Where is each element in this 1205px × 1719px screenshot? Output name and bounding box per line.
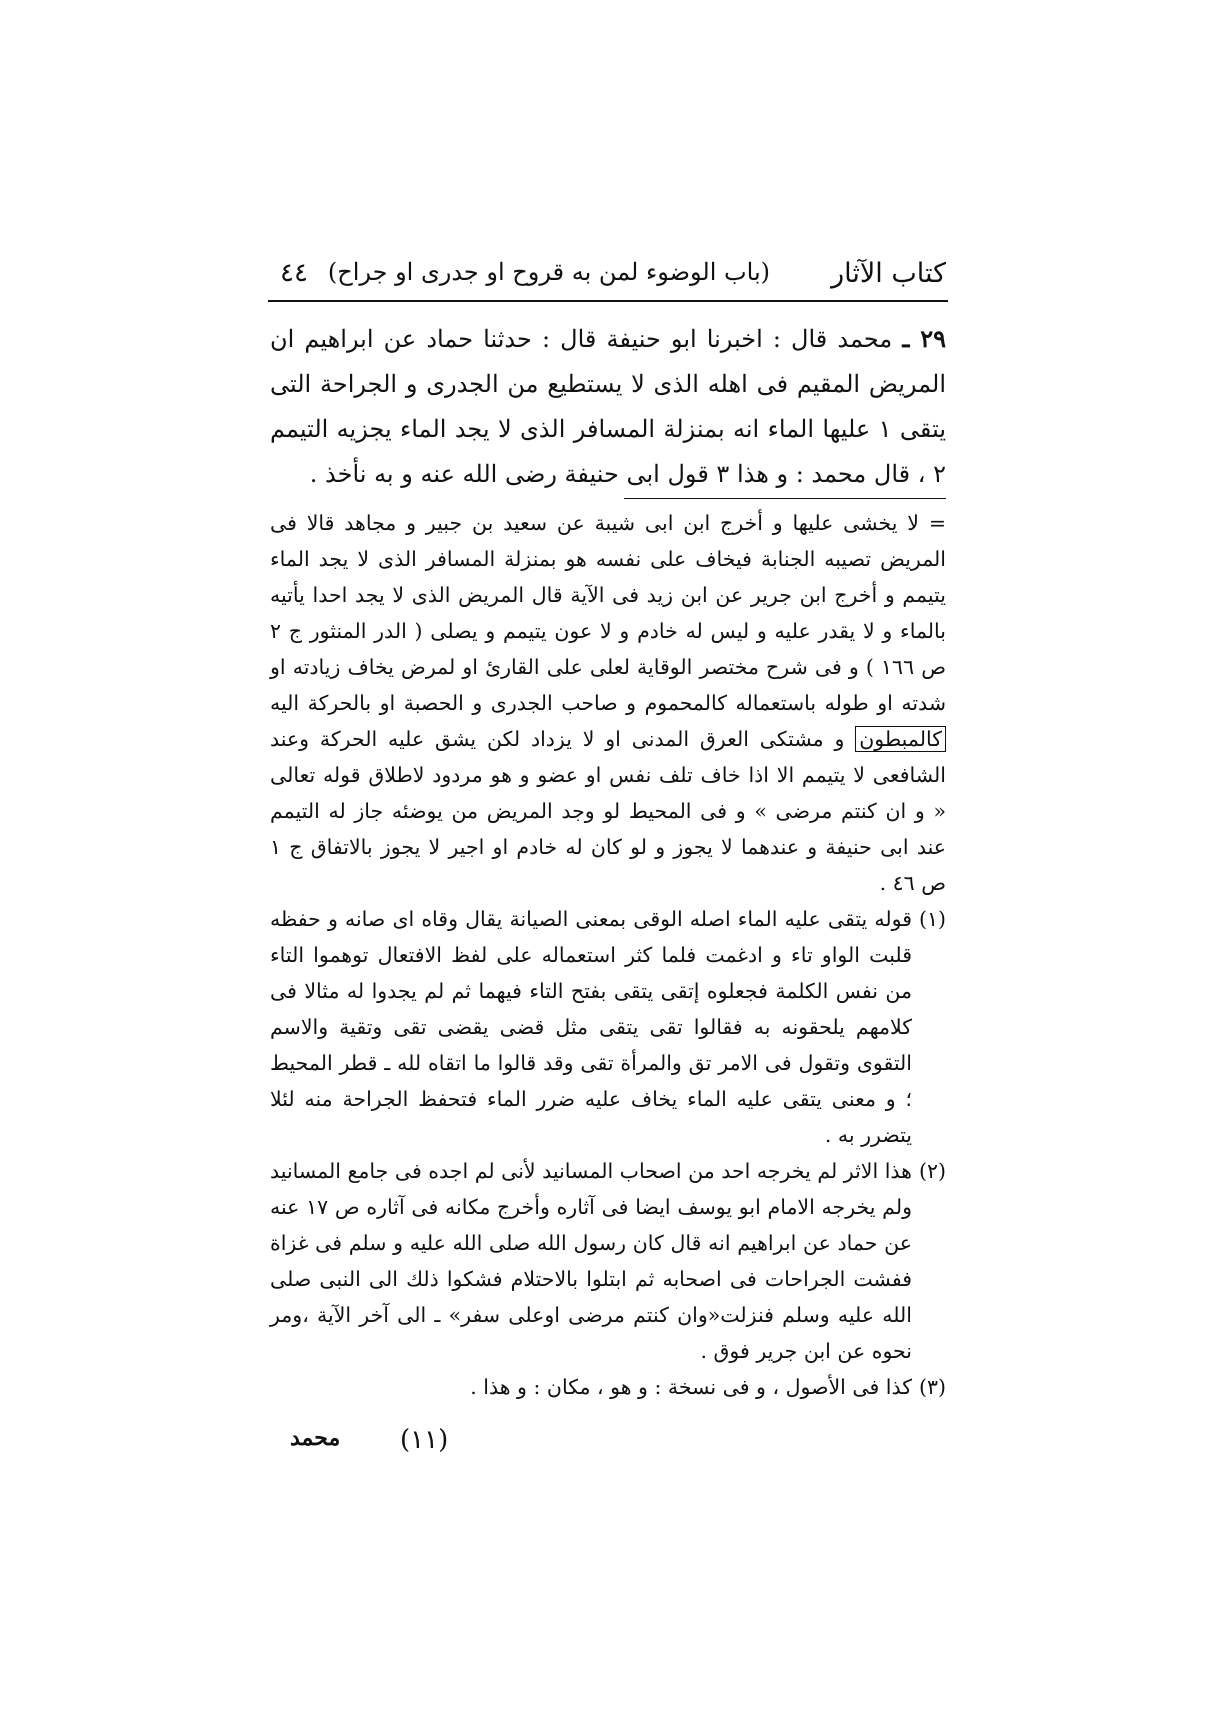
signature-mark: محمد [290,1425,341,1451]
footnote-2 [270,1153,946,1369]
page-number: ٤٤ [280,258,308,288]
chapter-title: (باب الوضوء لمن به قروح او جدرى او جراح) [327,258,770,286]
book-title: كتاب الآثار [831,258,946,289]
footnote-2-label: (٢) [918,1159,946,1183]
footnote-1-text: قوله يتقى عليه الماء اصله الوقى بمعنى الصيانة يقال وقاه اى صانه و حفظه قلبت الواو تاء و ادغمت فلما كثر استعماله على لفظ الافتعال توهموا التاء من نفس الكلمة فجعلوه إتقى يتقى بفتح التاء فيهما ثم لم يجدوا له مثالا فى كلامهم يلحقونه به فقالوا تقى يتقى مثل قضى يقضى تقى وتقية والاسم التقوى وتقول فى الامر تق والمرأة تقى وقد قالوا ما اتقاه لله ـ قطر المحيط ؛ و معنى يتقى عليه الماء يخاف عليه ضرر الماء فتحفظ الجراحة منه لئلا يتضرر به . [270,907,912,1147]
hadith-paragraph [270,316,946,497]
boxed-word: كالمبطون [855,726,946,752]
signature-number: (١١) [400,1425,449,1455]
continuation-text-before: = لا يخشى عليها و أخرج ابن ابى شيبة عن سعيد بن جبير و مجاهد قالا فى المريض تصيبه الجنابة فيخاف على نفسه هو بمنزلة المسافر الذى لا يجد الماء يتيمم و أخرج ابن جرير عن ابن زيد فى الآية قال المريض الذى لا يجد احدا يأتيه بالماء و لا يقدر عليه و ليس له خادم و لا عون يتيمم و يصلى ( الدر المنثور ج ٢ ص ١٦٦ ) و فى شرح مختصر الوقاية لعلى على القارئ او لمرض يخاف زيادته او شدته او طوله باستعماله كالمحموم و صاحب الجدرى و الحصبة او بالحركة اليه [270,511,946,715]
header-divider [268,300,948,302]
footnote-3 [270,1369,946,1405]
hadith-text: محمد قال : اخبرنا ابو حنيفة قال : حدثنا حماد عن ابراهيم ان المريض المقيم فى اهله الذى لا يستطيع من الجدرى و الجراحة التى يتقى ١ عليها الماء انه بمنزلة المسافر الذى لا يجد الماء يجزيه التيمم ٢ ، قال محمد : و هذا ٣ قول ابى حنيفة رضى الله عنه و به نأخذ . [270,325,946,488]
footnote-continuation [270,505,946,901]
footnotes [270,505,946,1405]
footnote-2-text: هذا الاثر لم يخرجه احد من اصحاب المسانيد لأنى لم اجده فى جامع المسانيد ولم يخرجه الامام ابو يوسف ايضا فى آثاره وأخرج مكانه فى آثاره ص ١٧ عنه عن حماد عن ابراهيم انه قال كان رسول الله صلى الله عليه و سلم فى غزاة ففشت الجراحات فى اصحابه ثم ابتلوا بالاحتلام فشكوا ذلك الى النبى صلى الله عليه وسلم فنزلت«وان كنتم مرضى اوعلى سفر» ـ الى آخر الآية ،ومر نحوه عن ابن جرير فوق . [270,1159,912,1363]
continuation-text-after: و مشتكى العرق المدنى او لا يزداد لكن يشق عليه الحركة وعند الشافعى لا يتيمم الا اذا خاف تلف نفس او عضو و هو مردود لاطلاق قوله تعالى « و ان كنتم مرضى » و فى المحيط لو وجد المريض من يوضئه جاز له التيمم عند ابى حنيفة و عندهما لا يجوز و لو كان له خادم او اجير لا يجوز بالاتفاق ج ١ ص ٤٦ . [270,727,946,895]
footnote-3-label: (٣) [918,1375,946,1399]
page-header [270,254,946,300]
page-footer [290,1425,590,1475]
footnote-3-text: كذا فى الأصول ، و فى نسخة : و هو ، مكان : و هذا . [470,1375,912,1399]
hadith-number: ٢٩ ـ [902,324,946,353]
footnote-1 [270,901,946,1153]
footnote-1-label: (١) [918,907,946,931]
footnote-divider [624,498,946,499]
